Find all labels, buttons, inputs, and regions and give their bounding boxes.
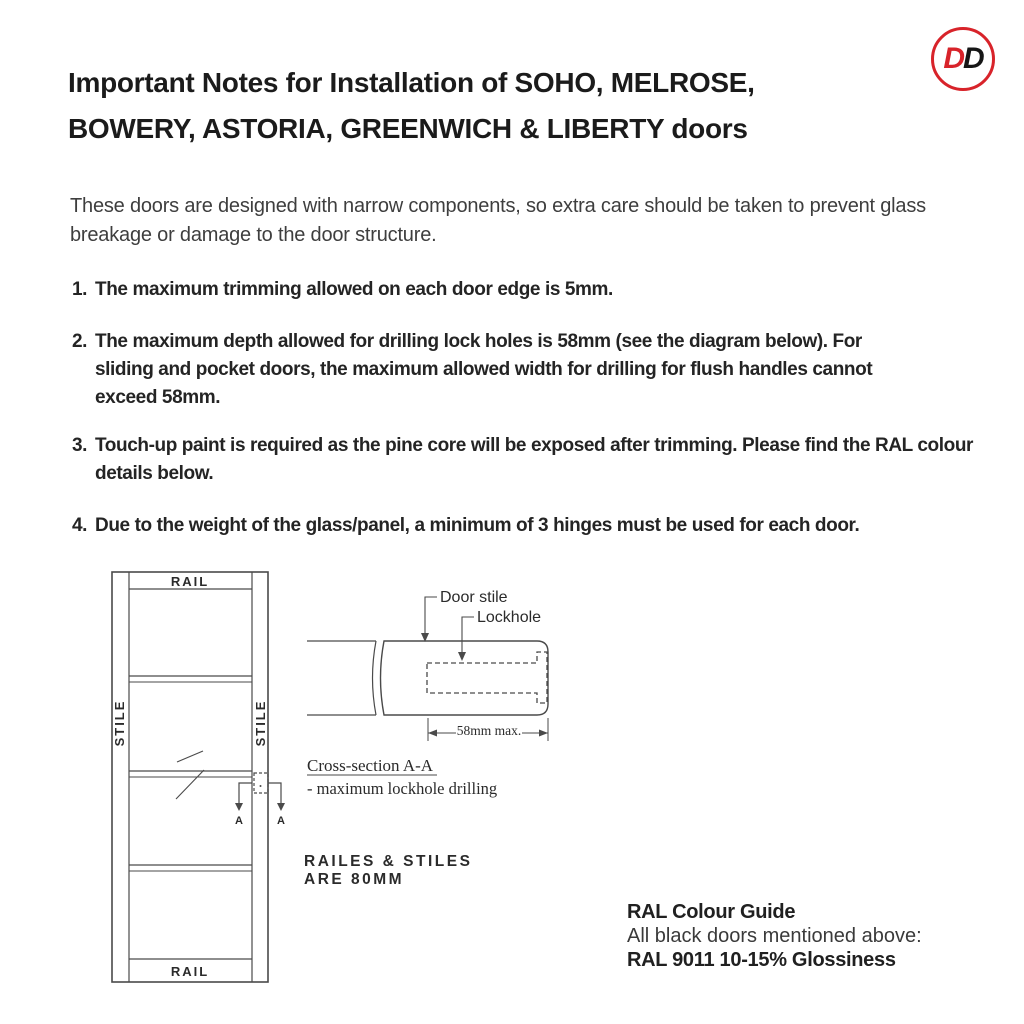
door-elevation-drawing xyxy=(112,572,285,982)
section-arrowhead-left xyxy=(235,803,243,811)
dd-brand-logo xyxy=(931,27,995,91)
ral-colour-guide xyxy=(627,900,922,972)
lockhole-label: Lockhole xyxy=(477,609,542,626)
section-marker-a-right: A xyxy=(277,815,285,827)
section-arrow-right xyxy=(268,783,281,803)
logo-letter-d-red: D xyxy=(943,42,963,75)
note-text: The maximum trimming allowed on each door edge is 5mm. xyxy=(95,279,613,300)
rail-bottom-label: RAIL xyxy=(170,964,210,979)
note-number: 3. xyxy=(72,435,88,456)
page-title xyxy=(68,60,755,152)
stile-continuation-lines xyxy=(307,641,376,715)
dimension-arrow-left xyxy=(428,730,437,737)
section-arrowhead-right xyxy=(277,803,285,811)
lockhole-keyhole-dot xyxy=(260,785,262,787)
stile-right-label: STILE xyxy=(253,699,268,747)
section-arrow-left xyxy=(239,783,252,803)
page-title-line2: BOWERY, ASTORIA, GREENWICH & LIBERTY doors xyxy=(68,113,748,144)
glass-mark xyxy=(176,770,204,799)
note-text: Due to the weight of the glass/panel, a minimum of 3 hinges must be used for each door. xyxy=(95,515,860,536)
note-number: 2. xyxy=(72,331,88,352)
cross-section-drawing xyxy=(304,589,548,888)
note-item-2 xyxy=(72,328,895,412)
intro-paragraph: These doors are designed with narrow components, so extra care should be taken to prevent glass breakage or damage to the door structure. xyxy=(70,195,926,246)
lockhole-leader-line xyxy=(462,617,474,654)
door-stile-label: Door stile xyxy=(440,589,508,606)
dimension-label: 58mm max. xyxy=(456,723,522,738)
door-stile-leader-line xyxy=(425,597,437,634)
lockhole-arrowhead xyxy=(458,652,466,661)
section-marker-a-left: A xyxy=(235,815,243,827)
dimension-arrow-right xyxy=(539,730,548,737)
cross-section-title: Cross-section A-A xyxy=(307,756,434,775)
logo-letter-d-black: D xyxy=(963,42,983,75)
ral-heading: RAL Colour Guide xyxy=(627,901,796,923)
installation-diagram xyxy=(60,555,600,1015)
note-item-3 xyxy=(72,432,975,488)
note-item-1 xyxy=(72,276,613,304)
rails-stiles-note-line1: RAILES & STILES xyxy=(304,853,473,870)
door-lockhole-marker xyxy=(254,773,268,793)
note-text: Touch-up paint is required as the pine core will be exposed after trimming. Please find the RAL colour details below. xyxy=(95,435,974,484)
note-item-4 xyxy=(72,512,859,540)
break-symbol xyxy=(373,641,377,715)
ral-doors-note: All black doors mentioned above: xyxy=(627,925,922,947)
note-text: The maximum depth allowed for drilling lock holes is 58mm (see the diagram below). For sliding and pocket doors, the maximum allowed width for drilling for flush handles cannot exceed 58mm. xyxy=(95,331,873,408)
rail-top-label: RAIL xyxy=(170,574,210,589)
page-title-line1: Important Notes for Installation of SOHO, MELROSE, xyxy=(68,67,755,98)
rails-stiles-note-line2: ARE 80MM xyxy=(304,871,405,888)
ral-code-value: RAL 9011 10-15% Glossiness xyxy=(627,949,896,971)
glass-mark xyxy=(177,751,203,762)
note-number: 1. xyxy=(72,279,88,300)
note-number: 4. xyxy=(72,515,88,536)
lockhole-dashed-outline xyxy=(427,652,547,703)
cross-section-subtitle: - maximum lockhole drilling xyxy=(307,779,498,798)
stile-left-label: STILE xyxy=(112,699,127,747)
